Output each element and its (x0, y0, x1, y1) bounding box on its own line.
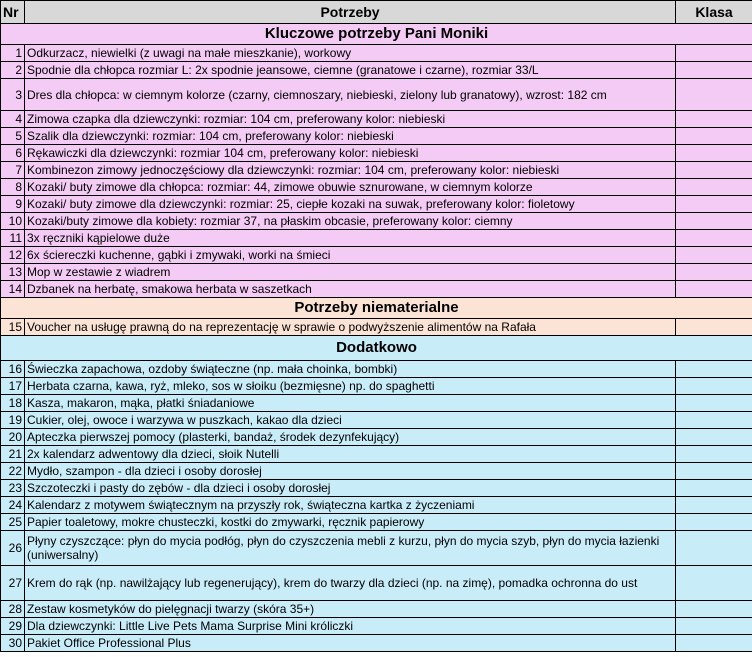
row-need[interactable]: Płyny czyszczące: płyn do mycia podłóg, płyn do czyszczenia mebli z kurzu, płyn do mycia szyb, płyn do mycia łazienki (uniwersalny) (25, 531, 676, 566)
header-potrzeby[interactable]: Potrzeby (25, 1, 676, 24)
row-nr[interactable]: 14 (1, 281, 25, 298)
table-row (1, 145, 752, 162)
header-nr[interactable]: Nr (1, 1, 25, 24)
row-klasa[interactable] (676, 145, 752, 162)
row-need[interactable]: Odkurzacz, niewielki (z uwagi na małe mieszkanie), workowy (25, 45, 676, 62)
row-need[interactable]: Herbata czarna, kawa, ryż, mleko, sos w słoiku (bezmięsne) np. do spaghetti (25, 378, 676, 395)
row-klasa[interactable] (676, 162, 752, 179)
row-nr[interactable]: 18 (1, 395, 25, 412)
row-need[interactable]: Cukier, olej, owoce i warzywa w puszkach, kakao dla dzieci (25, 412, 676, 429)
row-klasa[interactable] (676, 601, 752, 618)
row-nr[interactable]: 19 (1, 412, 25, 429)
row-nr[interactable]: 24 (1, 497, 25, 514)
table-row (1, 264, 752, 281)
table-row (1, 601, 752, 618)
table-row (1, 162, 752, 179)
row-klasa[interactable] (676, 213, 752, 230)
row-nr[interactable]: 7 (1, 162, 25, 179)
row-klasa[interactable] (676, 446, 752, 463)
row-nr[interactable]: 6 (1, 145, 25, 162)
row-nr[interactable]: 17 (1, 378, 25, 395)
table-row (1, 361, 752, 378)
section-title[interactable]: Kluczowe potrzeby Pani Moniki (1, 24, 752, 45)
row-need[interactable]: Rękawiczki dla dziewczynki: rozmiar 104 cm, preferowany kolor: niebieski (25, 145, 676, 162)
row-klasa[interactable] (676, 480, 752, 497)
row-klasa[interactable] (676, 319, 752, 336)
row-klasa[interactable] (676, 179, 752, 196)
table-row (1, 281, 752, 298)
row-nr[interactable]: 22 (1, 463, 25, 480)
row-nr[interactable]: 25 (1, 514, 25, 531)
row-klasa[interactable] (676, 79, 752, 111)
row-nr[interactable]: 9 (1, 196, 25, 213)
row-nr[interactable]: 5 (1, 128, 25, 145)
row-need[interactable]: 2x kalendarz adwentowy dla dzieci, słoik Nutelli (25, 446, 676, 463)
table-row (1, 213, 752, 230)
table-row (1, 446, 752, 463)
row-nr[interactable]: 13 (1, 264, 25, 281)
row-klasa[interactable] (676, 196, 752, 213)
row-klasa[interactable] (676, 618, 752, 635)
table-row (1, 463, 752, 480)
row-need[interactable]: 6x ściereczki kuchenne, gąbki i zmywaki, worki na śmieci (25, 247, 676, 264)
row-need[interactable]: Kalendarz z motywem świątecznym na przyszły rok, świąteczna kartka z życzeniami (25, 497, 676, 514)
section-header-niematerialne (1, 298, 752, 319)
row-nr[interactable]: 28 (1, 601, 25, 618)
row-need[interactable]: Papier toaletowy, mokre chusteczki, kostki do zmywarki, ręcznik papierowy (25, 514, 676, 531)
row-need[interactable]: Zimowa czapka dla dziewczynki: rozmiar: 104 cm, preferowany kolor: niebieski (25, 111, 676, 128)
row-nr[interactable]: 2 (1, 62, 25, 79)
row-need[interactable]: Spodnie dla chłopca rozmiar L: 2x spodnie jeansowe, ciemne (granatowe i czarne), rozmiar 33/L (25, 62, 676, 79)
row-klasa[interactable] (676, 395, 752, 412)
row-klasa[interactable] (676, 128, 752, 145)
row-klasa[interactable] (676, 412, 752, 429)
row-nr[interactable]: 30 (1, 635, 25, 652)
table-row (1, 480, 752, 497)
table-row (1, 395, 752, 412)
row-need[interactable]: 3x ręczniki kąpielowe duże (25, 230, 676, 247)
row-klasa[interactable] (676, 361, 752, 378)
row-need[interactable]: Kombinezon zimowy jednoczęściowy dla dziewczynki: rozmiar: 104 cm, preferowany kolor: niebieski (25, 162, 676, 179)
table-row (1, 196, 752, 213)
table-row (1, 230, 752, 247)
row-need[interactable]: Pakiet Office Professional Plus (25, 635, 676, 652)
row-klasa[interactable] (676, 566, 752, 601)
table-row (1, 179, 752, 196)
row-klasa[interactable] (676, 230, 752, 247)
row-klasa[interactable] (676, 514, 752, 531)
table-row (1, 128, 752, 145)
row-nr[interactable]: 27 (1, 566, 25, 601)
row-nr[interactable]: 12 (1, 247, 25, 264)
row-klasa[interactable] (676, 463, 752, 480)
row-klasa[interactable] (676, 45, 752, 62)
row-klasa[interactable] (676, 429, 752, 446)
row-klasa[interactable] (676, 531, 752, 566)
row-need[interactable]: Mydło, szampon - dla dzieci i osoby dorosłej (25, 463, 676, 480)
table-row (1, 566, 752, 601)
row-nr[interactable]: 20 (1, 429, 25, 446)
row-nr[interactable]: 15 (1, 319, 25, 336)
row-klasa[interactable] (676, 635, 752, 652)
table-row (1, 514, 752, 531)
row-need[interactable]: Kozaki/ buty zimowe dla chłopca: rozmiar: 44, zimowe obuwie sznurowane, w ciemnym kolorze (25, 179, 676, 196)
row-need[interactable]: Szalik dla dziewczynki: rozmiar: 104 cm, preferowany kolor: niebieski (25, 128, 676, 145)
row-klasa[interactable] (676, 111, 752, 128)
row-nr[interactable]: 10 (1, 213, 25, 230)
section-title[interactable]: Potrzeby niematerialne (1, 298, 752, 319)
row-nr[interactable]: 8 (1, 179, 25, 196)
row-need[interactable]: Mop w zestawie z wiadrem (25, 264, 676, 281)
row-klasa[interactable] (676, 281, 752, 298)
table-row (1, 429, 752, 446)
row-nr[interactable]: 23 (1, 480, 25, 497)
row-klasa[interactable] (676, 62, 752, 79)
row-klasa[interactable] (676, 497, 752, 514)
row-need[interactable]: Świeczka zapachowa, ozdoby świąteczne (np. mała choinka, bombki) (25, 361, 676, 378)
row-need[interactable]: Szczoteczki i pasty do zębów - dla dzieci i osoby dorosłej (25, 480, 676, 497)
table-row (1, 111, 752, 128)
table-row (1, 618, 752, 635)
row-klasa[interactable] (676, 264, 752, 281)
row-nr[interactable]: 4 (1, 111, 25, 128)
row-nr[interactable]: 16 (1, 361, 25, 378)
row-need[interactable]: Voucher na usługę prawną do na reprezentację w sprawie o podwyższenie alimentów na Rafała (25, 319, 676, 336)
row-need[interactable]: Apteczka pierwszej pomocy (plasterki, bandaż, środek dezynfekujący) (25, 429, 676, 446)
row-need[interactable]: Kasza, makaron, mąka, płatki śniadaniowe (25, 395, 676, 412)
table-row (1, 79, 752, 111)
table-row (1, 497, 752, 514)
row-nr[interactable]: 11 (1, 230, 25, 247)
section-header-kluczowe (1, 24, 752, 45)
table-row (1, 378, 752, 395)
table-row (1, 62, 752, 79)
row-nr[interactable]: 3 (1, 79, 25, 111)
table-row (1, 45, 752, 62)
row-nr[interactable]: 29 (1, 618, 25, 635)
table-row (1, 531, 752, 566)
row-nr[interactable]: 21 (1, 446, 25, 463)
table-row (1, 247, 752, 264)
row-need[interactable]: Dres dla chłopca: w ciemnym kolorze (czarny, ciemnoszary, niebieski, zielony lub granatowy), wzrost: 182 cm (25, 79, 676, 111)
row-need[interactable]: Kozaki/buty zimowe dla kobiety: rozmiar 37, na płaskim obcasie, preferowany kolor: ciemny (25, 213, 676, 230)
section-title[interactable]: Dodatkowo (1, 336, 752, 361)
section-header-dodatkowo (1, 336, 752, 361)
header-row (1, 1, 752, 24)
table-row (1, 319, 752, 336)
row-klasa[interactable] (676, 378, 752, 395)
row-need[interactable]: Dzbanek na herbatę, smakowa herbata w saszetkach (25, 281, 676, 298)
row-need[interactable]: Dla dziewczynki: Little Live Pets Mama Surprise Mini króliczki (25, 618, 676, 635)
row-need[interactable]: Krem do rąk (np. nawilżający lub regenerujący), krem do twarzy dla dzieci (np. na zimę), pomadka ochronna do ust (25, 566, 676, 601)
row-need[interactable]: Zestaw kosmetyków do pielęgnacji twarzy (skóra 35+) (25, 601, 676, 618)
row-klasa[interactable] (676, 247, 752, 264)
header-klasa[interactable]: Klasa (676, 1, 752, 24)
row-nr[interactable]: 1 (1, 45, 25, 62)
row-nr[interactable]: 26 (1, 531, 25, 566)
row-need[interactable]: Kozaki/ buty zimowe dla dziewczynki: rozmiar: 25, ciepłe kozaki na suwak, preferowany kolor: fioletowy (25, 196, 676, 213)
table-row (1, 635, 752, 652)
table-row (1, 412, 752, 429)
